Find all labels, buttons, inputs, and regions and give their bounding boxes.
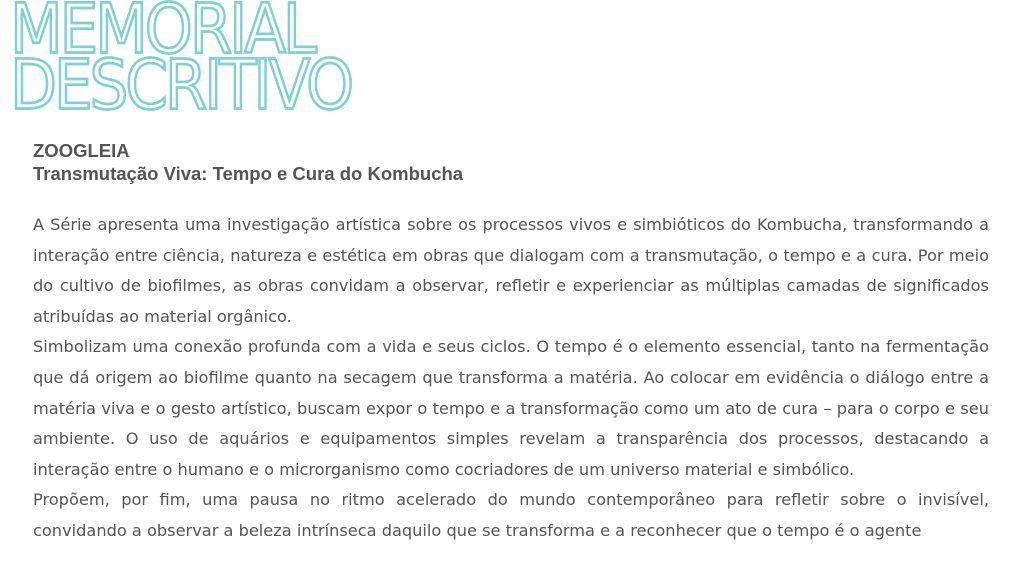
work-name: ZOOGLEIA — [33, 140, 130, 161]
page-title — [10, 0, 352, 126]
paragraph-1: A Série apresenta uma investigação artística sobre os processos vivos e simbióticos do Kombucha, transformando a interação entre ciência, natureza e estética em obras que dialogam com a transmutação, o tempo e a cura. Por meio do cultivo de biofilmes, as obras convidam a observar, refletir e experienciar as múltiplas camadas de significados atribuídas ao material orgânico. — [33, 215, 989, 326]
description-body — [33, 210, 989, 547]
title-line-2: DESCRITIVO — [10, 45, 352, 126]
work-subtitle: Transmutação Viva: Tempo e Cura do Kombucha — [33, 163, 464, 184]
work-heading — [33, 139, 463, 185]
title-line-1: MEMORIAL — [10, 0, 314, 70]
paragraph-2: Simbolizam uma conexão profunda com a vida e seus ciclos. O tempo é o elemento essencial, tanto na fermentação que dá origem ao biofilme quanto na secagem que transforma a matéria. Ao colocar em evidência o diálogo entre a matéria viva e o gesto artístico, buscam expor o tempo e a transformação como um ato de cura – para o corpo e seu ambiente. O uso de aquários e equipamentos simples revelam a transparência dos processos, destacando a interação entre o humano e o microrganismo como cocriadores de um universo material e simbólico. — [33, 337, 989, 479]
paragraph-3: Propõem, por fim, uma pausa no ritmo acelerado do mundo contemporâneo para refletir sobre o invisível, convidando a observar a beleza intrínseca daquilo que se transforma e a reconhecer que o tempo é o agente — [33, 490, 989, 540]
